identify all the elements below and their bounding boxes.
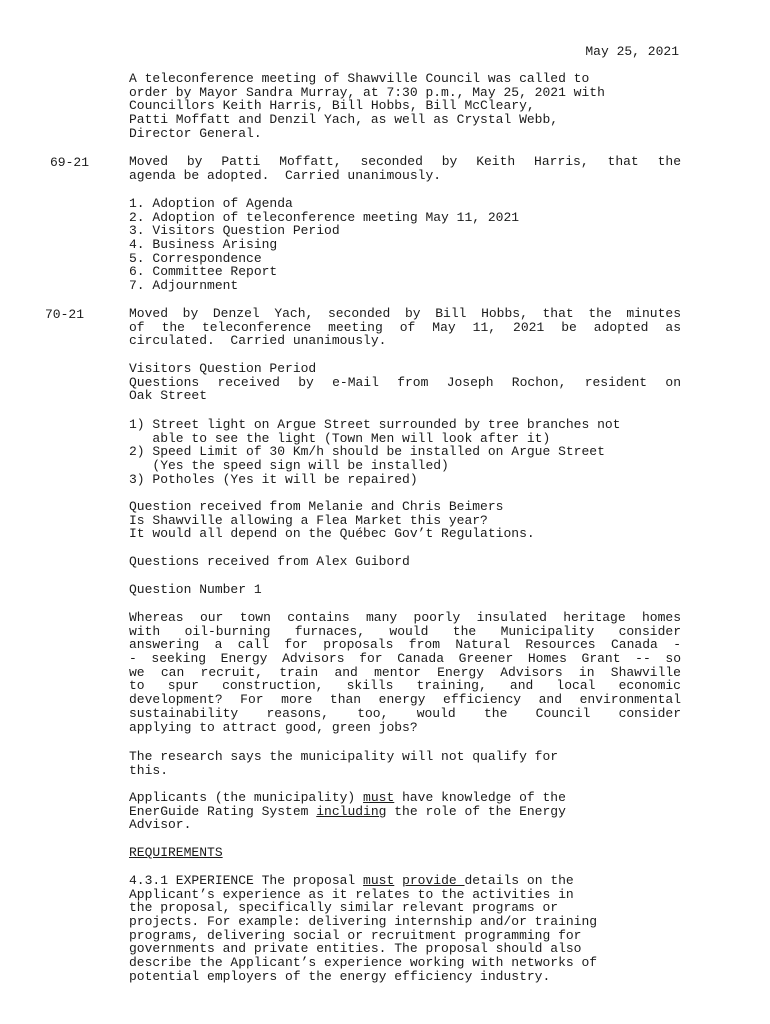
experience-text	[394, 873, 402, 888]
whereas-paragraph	[129, 611, 681, 734]
underlined-word: provide	[402, 873, 465, 888]
resolution-line: agenda be adopted. Carried unanimously.	[129, 167, 442, 183]
agenda-item: 3. Visitors Question Period	[129, 223, 340, 239]
agenda-item: 4. Business Arising	[129, 237, 278, 253]
visitors-heading: Visitors Question Period	[129, 361, 317, 376]
agenda-list	[129, 197, 681, 293]
visitors-line: Oak Street	[129, 388, 208, 404]
whereas-line: Whereas our town contains many poorly insulated heritage homes	[129, 610, 681, 625]
intro-paragraph	[129, 72, 681, 140]
experience-line: potential employers of the energy efficiency industry.	[129, 968, 551, 984]
flea-market-section	[129, 500, 681, 541]
agenda-item: 1. Adoption of Agenda	[129, 196, 293, 211]
resolution-number: 70-21	[45, 307, 85, 322]
whereas-line: applying to attract good, green jobs?	[129, 719, 418, 735]
resolution-number: 69-21	[50, 155, 90, 170]
question-item: able to see the light (Town Men will look after it)	[129, 430, 551, 446]
question-item: 3) Potholes (Yes it will be repaired)	[129, 471, 418, 487]
whereas-line: answering a call for proposals from Natural Resources Canada -	[129, 637, 681, 653]
research-line: The research says the municipality will not qualify for	[129, 749, 559, 764]
resolution-line: Moved by Denzel Yach, seconded by Bill Hobbs, that the minutes	[129, 306, 681, 321]
intro-line: order by Mayor Sandra Murray, at 7:30 p.m., May 25, 2021 with	[129, 84, 605, 100]
experience-text: details on the	[464, 873, 574, 888]
experience-line: Applicant’s experience as it relates to the activities in	[129, 886, 574, 902]
experience-line: describe the Applicant’s experience working with networks of	[129, 955, 598, 971]
question-item: 1) Street light on Argue Street surrounded by tree branches not	[129, 417, 621, 432]
requirements-heading	[129, 846, 681, 860]
question-number-line: Question Number 1	[129, 582, 262, 597]
experience-line: the proposal, specifically similar relevant programs or	[129, 900, 559, 916]
underlined-word: including	[316, 803, 387, 819]
resolution-line: of the teleconference meeting of May 11, 2021 be adopted as	[129, 319, 681, 335]
whereas-line: to spur construction, skills training, and local economic	[129, 678, 681, 694]
experience-text: 4.3.1 EXPERIENCE The proposal	[129, 873, 364, 888]
flea-line: Question received from Melanie and Chris Beimers	[129, 499, 504, 514]
resolution-text	[129, 307, 681, 348]
applicants-text: EnerGuide Rating System	[129, 803, 317, 819]
whereas-line: with oil-burning furnaces, would the Municipality consider	[129, 623, 681, 639]
question-item: (Yes the speed sign will be installed)	[129, 458, 449, 474]
intro-line: Director General.	[129, 125, 262, 141]
agenda-item: 6. Committee Report	[129, 264, 278, 280]
whereas-line: - seeking Energy Advisors for Canada Greener Homes Grant -- so	[129, 651, 681, 667]
agenda-item: 5. Correspondence	[129, 250, 262, 266]
alex-section	[129, 555, 681, 569]
experience-line: governments and private entities. The proposal should also	[129, 941, 582, 957]
alex-line: Questions received from Alex Guibord	[129, 554, 410, 569]
agenda-item: 7. Adjournment	[129, 278, 239, 294]
intro-line: Councillors Keith Harris, Bill Hobbs, Bill McCleary,	[129, 98, 535, 114]
applicants-line	[129, 791, 681, 805]
applicants-text: the role of the Energy	[386, 803, 566, 819]
applicants-line	[129, 805, 681, 819]
resolution-line: Moved by Patti Moffatt, seconded by Keith Harris, that the	[129, 154, 681, 169]
applicants-paragraph	[129, 791, 681, 832]
experience-line: programs, delivering social or recruitment programming for	[129, 927, 582, 943]
resolution-text	[129, 155, 681, 182]
whereas-line: we can recruit, train and mentor Energy Advisors in Shawville	[129, 664, 681, 680]
intro-line: A teleconference meeting of Shawville Council was called to	[129, 71, 590, 86]
research-line: this.	[129, 762, 169, 778]
applicants-line: Advisor.	[129, 817, 192, 833]
flea-line: It would all depend on the Québec Gov’t Regulations.	[129, 526, 535, 542]
flea-line: Is Shawville allowing a Flea Market this year?	[129, 512, 488, 528]
whereas-line: sustainability reasons, too, would the Council consider	[129, 705, 681, 721]
experience-paragraph	[129, 874, 681, 984]
applicants-text: have knowledge of the	[394, 790, 566, 805]
meeting-date: May 25, 2021	[585, 44, 679, 59]
requirements-title: REQUIREMENTS	[129, 845, 223, 860]
applicants-text: Applicants (the municipality)	[129, 790, 364, 805]
research-paragraph	[129, 750, 681, 777]
intro-line: Patti Moffatt and Denzil Yach, as well as Crystal Webb,	[129, 112, 559, 128]
visitors-line: Questions received by e-Mail from Joseph Rochon, resident on	[129, 374, 681, 390]
question-number	[129, 583, 681, 597]
resolution-line: circulated. Carried unanimously.	[129, 333, 387, 349]
whereas-line: development? For more than energy efficiency and environmental	[129, 692, 681, 708]
experience-line: projects. For example: delivering internship and/or training	[129, 914, 598, 930]
underlined-word: must	[363, 873, 395, 888]
experience-line	[129, 874, 681, 888]
visitors-section	[129, 362, 681, 403]
questions-list	[129, 418, 681, 486]
underlined-word: must	[363, 790, 395, 805]
question-item: 2) Speed Limit of 30 Km/h should be installed on Argue Street	[129, 444, 605, 460]
agenda-item: 2. Adoption of teleconference meeting May 11, 2021	[129, 209, 520, 225]
